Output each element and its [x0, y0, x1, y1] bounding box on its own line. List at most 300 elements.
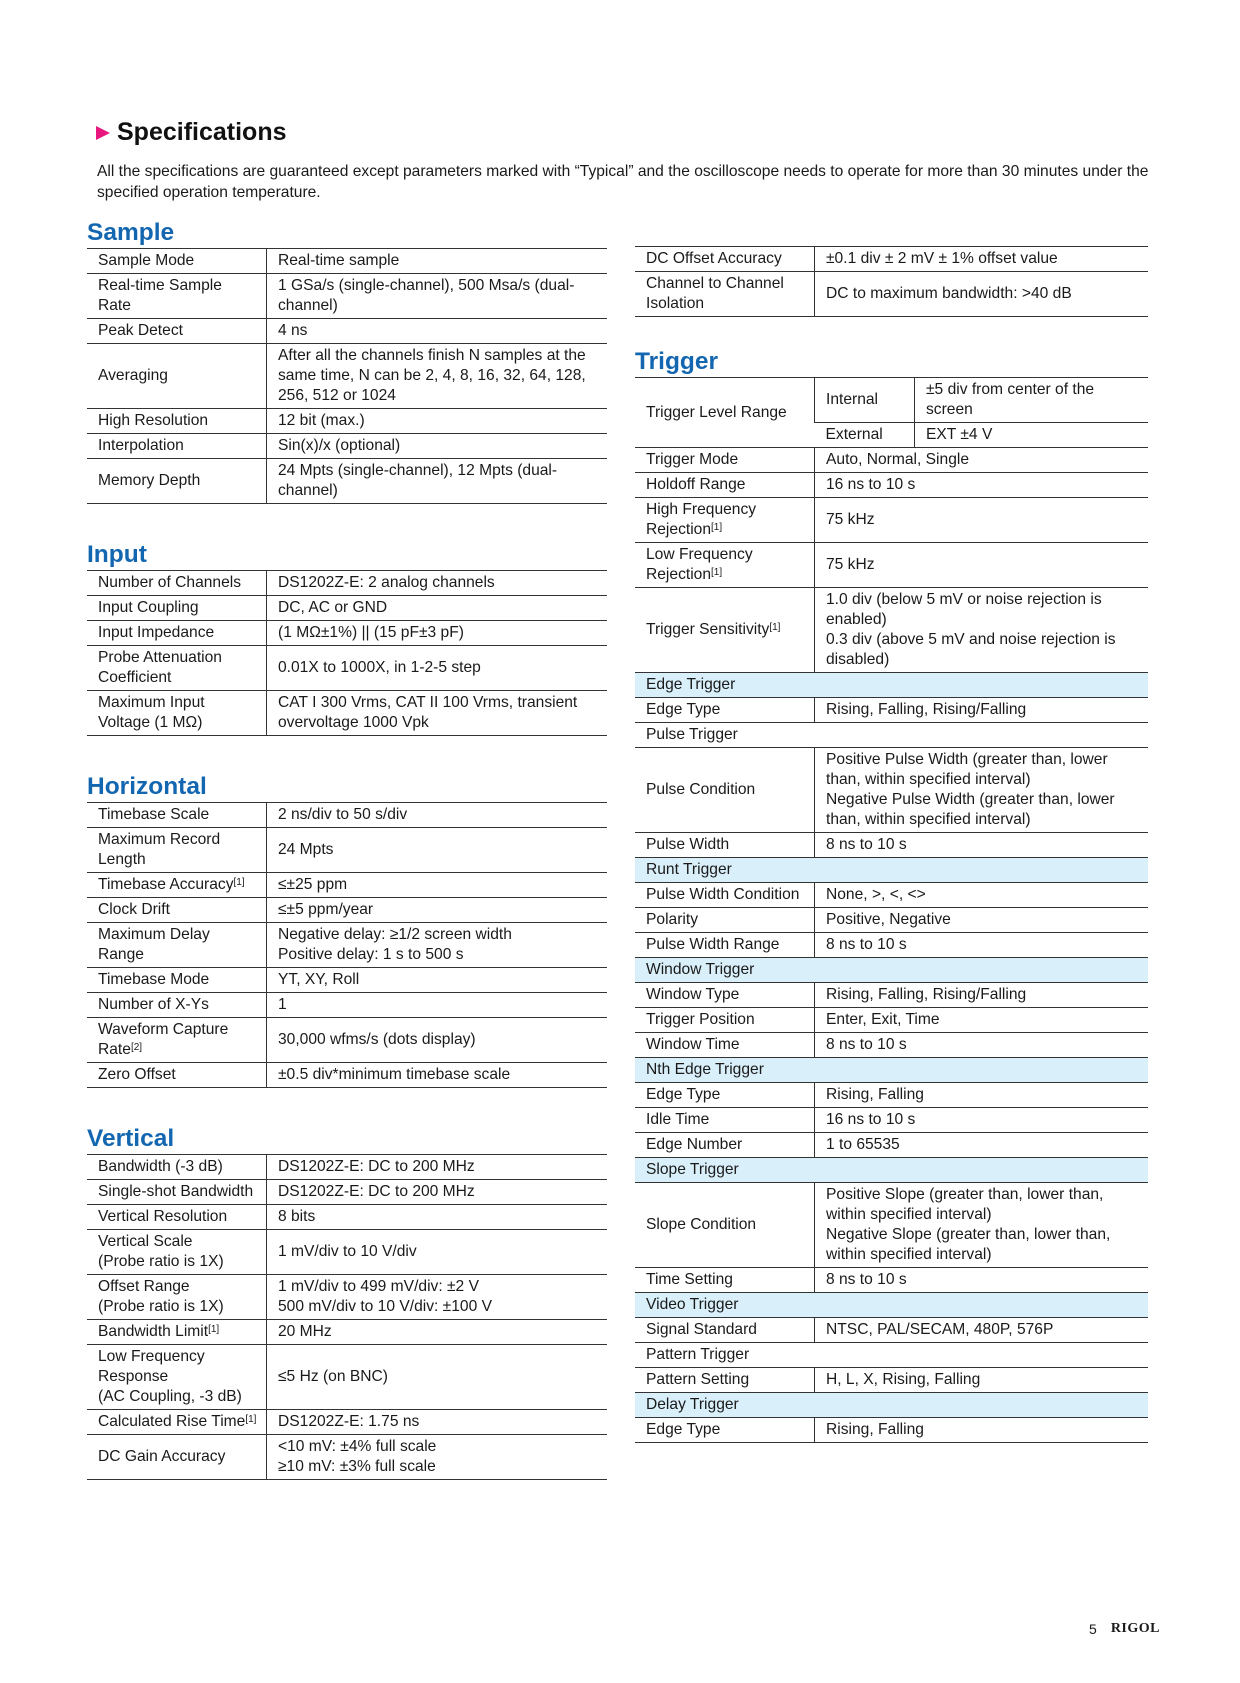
- spec-label: [87, 459, 267, 504]
- category-label: Nth Edge Trigger: [635, 1058, 1148, 1083]
- spec-label-text: Low Frequency Rejection: [646, 546, 753, 583]
- spec-label: [87, 923, 267, 968]
- brand-logo: RIGOL: [1110, 1621, 1160, 1636]
- spec-label-text: Edge Type: [646, 1086, 721, 1103]
- spec-value-text: 1 to 65535: [826, 1136, 900, 1153]
- spec-value-text: (1 MΩ±1%) || (15 pF±3 pF): [278, 624, 464, 641]
- spec-label-text: Trigger Position: [646, 1011, 755, 1028]
- spec-value: [267, 1018, 608, 1063]
- spec-value-text: CAT I 300 Vrms, CAT II 100 Vrms, transient overvoltage 1000 Vpk: [278, 694, 578, 731]
- spec-label: [635, 1033, 815, 1058]
- page-title: [95, 118, 1155, 147]
- category-label: Window Trigger: [635, 958, 1148, 983]
- footnote-ref: [1]: [208, 1324, 220, 1335]
- spec-value: [267, 1435, 608, 1480]
- spec-label-text: Channel to Channel Isolation: [646, 275, 784, 312]
- spec-label-text: Bandwidth Limit: [98, 1323, 209, 1340]
- spec-value: [267, 646, 608, 691]
- spec-value-text: After all the channels finish N samples at the same time, N can be 2, 4, 8, 16, 32, 64, 128, 256, 512 or 1024: [278, 347, 586, 404]
- table-row: [87, 1435, 607, 1480]
- page-footer: [1089, 1621, 1160, 1637]
- spec-value-text: 8 ns to 10 s: [826, 1036, 907, 1053]
- table-row: [635, 933, 1148, 958]
- footnote-ref: [1]: [245, 1414, 257, 1425]
- spec-label-text: Edge Number: [646, 1136, 743, 1153]
- spec-label: [87, 1180, 267, 1205]
- spec-label-text: Pulse Condition: [646, 781, 756, 798]
- category-row: [635, 1293, 1148, 1318]
- table-row: [87, 1018, 607, 1063]
- spec-value: [267, 1205, 608, 1230]
- spec-label-text: Maximum Record Length: [98, 831, 221, 868]
- table-row: [635, 1318, 1148, 1343]
- spec-label: [635, 1008, 815, 1033]
- table-row: [635, 1108, 1148, 1133]
- spec-value: [267, 344, 608, 409]
- table-row: [635, 908, 1148, 933]
- spec-label-text: Sample Mode: [98, 252, 195, 269]
- spec-value: [267, 993, 608, 1018]
- spec-label: [87, 274, 267, 319]
- spec-label: [635, 933, 815, 958]
- spec-label: [635, 247, 815, 272]
- spec-label-text: Window Type: [646, 986, 740, 1003]
- table-row: [635, 588, 1148, 673]
- spec-label-text: Pulse Width Condition: [646, 886, 800, 903]
- spec-value-text: 4 ns: [278, 322, 308, 339]
- left-column: [87, 218, 607, 1480]
- spec-value-text: 24 Mpts (single-channel), 12 Mpts (dual-channel): [278, 462, 558, 499]
- spec-label-text: DC Gain Accuracy: [98, 1448, 226, 1465]
- external-label: External: [815, 423, 915, 448]
- spec-value: [267, 873, 608, 898]
- spec-value: [267, 596, 608, 621]
- spec-label: [635, 588, 815, 673]
- spec-value: [267, 803, 608, 828]
- table-row: [635, 378, 1148, 423]
- footnote-ref: [1]: [769, 622, 781, 633]
- table-row: [635, 1183, 1148, 1268]
- table-row: [87, 873, 607, 898]
- intro-paragraph: All the specifications are guaranteed except parameters marked with “Typical” and the oscilloscope needs to operate for more than 30 minutes under the specified operation temperature.: [97, 163, 1149, 201]
- spec-value-text: H, L, X, Rising, Falling: [826, 1371, 981, 1388]
- spec-label: [635, 698, 815, 723]
- category-label: Pattern Trigger: [635, 1343, 1148, 1368]
- spec-value-text: YT, XY, Roll: [278, 971, 360, 988]
- spec-label-text: Vertical Resolution: [98, 1208, 228, 1225]
- trigger-level-table: [635, 377, 1148, 448]
- spec-label-text: Maximum Input Voltage (1 MΩ): [98, 694, 205, 731]
- table-row: [635, 247, 1148, 272]
- spec-label-text: Number of X-Ys: [98, 996, 209, 1013]
- spec-value: [815, 247, 1149, 272]
- spec-label: [87, 434, 267, 459]
- spec-label-text: Window Time: [646, 1036, 740, 1053]
- spec-label: [635, 883, 815, 908]
- spec-label: [87, 1018, 267, 1063]
- spec-value: [815, 1008, 1149, 1033]
- table-row: [87, 1320, 607, 1345]
- spec-label: [635, 908, 815, 933]
- page-header: [95, 118, 1155, 203]
- spec-label: [87, 1410, 267, 1435]
- spec-label-text: Input Coupling: [98, 599, 199, 616]
- footnote-ref: [1]: [233, 877, 245, 888]
- spec-label-text: Timebase Mode: [98, 971, 210, 988]
- spec-value-text: 30,000 wfms/s (dots display): [278, 1031, 476, 1048]
- spec-label: [635, 1133, 815, 1158]
- section-title-vertical: Vertical: [87, 1125, 175, 1152]
- spec-label: [635, 1368, 815, 1393]
- vertical-continued-table: [635, 246, 1148, 317]
- spec-label-text: Peak Detect: [98, 322, 183, 339]
- table-row: [87, 344, 607, 409]
- category-label: Delay Trigger: [635, 1393, 1148, 1418]
- spec-value-text: 75 kHz: [826, 556, 875, 573]
- triangle-bullet-icon: [95, 125, 111, 141]
- spec-value: [267, 923, 608, 968]
- section-title-sample: Sample: [87, 219, 175, 246]
- spec-value: [815, 1133, 1149, 1158]
- spec-label-text: Calculated Rise Time: [98, 1413, 246, 1430]
- spec-value-text: Real-time sample: [278, 252, 400, 269]
- spec-value-text: NTSC, PAL/SECAM, 480P, 576P: [826, 1321, 1054, 1338]
- spec-label: [635, 498, 815, 543]
- spec-label: [87, 319, 267, 344]
- page-number: 5: [1089, 1621, 1097, 1637]
- spec-label-text: Vertical Scale (Probe ratio is 1X): [98, 1233, 224, 1270]
- spec-value: [267, 319, 608, 344]
- spec-value-text: 12 bit (max.): [278, 412, 365, 429]
- spec-label: [87, 249, 267, 274]
- spec-value: [267, 621, 608, 646]
- spec-value: [267, 571, 608, 596]
- spec-label-text: Edge Type: [646, 701, 721, 718]
- spec-value-text: 0.01X to 1000X, in 1-2-5 step: [278, 659, 481, 676]
- spec-value: [815, 1318, 1149, 1343]
- spec-value-text: DS1202Z-E: DC to 200 MHz: [278, 1158, 475, 1175]
- spec-label-text: Probe Attenuation Coefficient: [98, 649, 222, 686]
- table-row: [635, 883, 1148, 908]
- spec-value-text: 1: [278, 996, 287, 1013]
- table-row: [87, 1155, 607, 1180]
- spec-value: [815, 833, 1149, 858]
- table-row: [87, 1230, 607, 1275]
- spec-value-text: Positive, Negative: [826, 911, 951, 928]
- spec-value-text: 20 MHz: [278, 1323, 332, 1340]
- spec-value-text: 16 ns to 10 s: [826, 476, 916, 493]
- spec-label: [87, 968, 267, 993]
- spec-value-text: 8 ns to 10 s: [826, 936, 907, 953]
- table-row: [87, 1063, 607, 1088]
- table-row: [87, 1180, 607, 1205]
- table-row: [87, 319, 607, 344]
- spec-label-text: Memory Depth: [98, 472, 201, 489]
- spec-label-text: Trigger Sensitivity: [646, 621, 770, 638]
- spec-label: [635, 473, 815, 498]
- spec-value: [267, 691, 608, 736]
- spec-value: [267, 828, 608, 873]
- table-row: [87, 993, 607, 1018]
- table-row: [87, 968, 607, 993]
- spec-value: [815, 473, 1149, 498]
- spec-label-text: Trigger Mode: [646, 451, 739, 468]
- spec-label-text: Low Frequency Response (AC Coupling, -3 dB): [98, 1348, 242, 1405]
- spec-value: [267, 409, 608, 434]
- spec-label-text: Pulse Width: [646, 836, 730, 853]
- sample-table: [87, 248, 607, 504]
- category-label: Slope Trigger: [635, 1158, 1148, 1183]
- spec-label-text: Edge Type: [646, 1421, 721, 1438]
- spec-value-text: 1.0 div (below 5 mV or noise rejection is enabled) 0.3 div (above 5 mV and noise rejection is disabled): [826, 591, 1116, 668]
- spec-value: [815, 448, 1149, 473]
- spec-value-text: ≤±5 ppm/year: [278, 901, 374, 918]
- table-row: [635, 748, 1148, 833]
- spec-label: [635, 1108, 815, 1133]
- spec-label-text: Single-shot Bandwidth: [98, 1183, 254, 1200]
- trigger-table: [635, 447, 1148, 1443]
- spec-value-text: Positive Slope (greater than, lower than, within specified interval) Negative Slope (greater than, lower than, within specified interval): [826, 1186, 1111, 1263]
- spec-value: [267, 1155, 608, 1180]
- internal-value: ±5 div from center of the screen: [915, 378, 1149, 423]
- spec-label-text: High Frequency Rejection: [646, 501, 757, 538]
- spec-label: [87, 646, 267, 691]
- spec-value: [815, 498, 1149, 543]
- spec-label-text: Clock Drift: [98, 901, 170, 918]
- table-row: [87, 459, 607, 504]
- spec-label-text: Pulse Width Range: [646, 936, 780, 953]
- table-row: [635, 833, 1148, 858]
- spec-value: [267, 1180, 608, 1205]
- spec-label-text: Maximum Delay Range: [98, 926, 210, 963]
- table-row: [635, 983, 1148, 1008]
- spec-value: [815, 883, 1149, 908]
- spec-label: [87, 993, 267, 1018]
- spec-value: [815, 748, 1149, 833]
- table-row: [635, 1268, 1148, 1293]
- spec-value-text: 24 Mpts: [278, 841, 334, 858]
- spec-value: [267, 1345, 608, 1410]
- spec-value-text: 1 mV/div to 10 V/div: [278, 1243, 417, 1260]
- table-row: [635, 1008, 1148, 1033]
- spec-label-text: Polarity: [646, 911, 698, 928]
- spec-value-text: 2 ns/div to 50 s/div: [278, 806, 408, 823]
- spec-label: [635, 272, 815, 317]
- table-row: [635, 1133, 1148, 1158]
- category-label: Pulse Trigger: [635, 723, 1148, 748]
- spec-label-text: Interpolation: [98, 437, 184, 454]
- spec-label: [635, 983, 815, 1008]
- spec-value-text: Positive Pulse Width (greater than, lower than, within specified interval) Negative Pulse Width (greater than, lower than, within specified interval): [826, 751, 1115, 828]
- spec-value-text: ≤5 Hz (on BNC): [278, 1368, 388, 1385]
- spec-value-text: 75 kHz: [826, 511, 875, 528]
- section-title-horizontal: Horizontal: [87, 773, 207, 800]
- table-row: [635, 498, 1148, 543]
- spec-label-text: Number of Channels: [98, 574, 242, 591]
- spec-value: [815, 1033, 1149, 1058]
- spec-value: [267, 434, 608, 459]
- category-row: [635, 673, 1148, 698]
- spec-value: [815, 272, 1149, 317]
- spec-value: [267, 1275, 608, 1320]
- spec-label-text: Timebase Scale: [98, 806, 210, 823]
- category-label: Edge Trigger: [635, 673, 1148, 698]
- spec-value-text: Enter, Exit, Time: [826, 1011, 940, 1028]
- vertical-table: [87, 1154, 607, 1480]
- spec-label: [87, 409, 267, 434]
- table-row: [635, 1368, 1148, 1393]
- table-row: [87, 803, 607, 828]
- spec-value-text: Sin(x)/x (optional): [278, 437, 401, 454]
- spec-value-text: ±0.1 div ± 2 mV ± 1% offset value: [826, 250, 1058, 267]
- spec-label-text: DC Offset Accuracy: [646, 250, 782, 267]
- table-row: [635, 698, 1148, 723]
- table-row: [87, 691, 607, 736]
- spec-value-text: Auto, Normal, Single: [826, 451, 970, 468]
- spec-value: [267, 274, 608, 319]
- spec-label: [87, 571, 267, 596]
- table-row: [635, 1083, 1148, 1108]
- spec-value-text: 1 mV/div to 499 mV/div: ±2 V 500 mV/div to 10 V/div: ±100 V: [278, 1278, 492, 1315]
- spec-value: [815, 1368, 1149, 1393]
- spec-label: [87, 1320, 267, 1345]
- spec-label-text: Pattern Setting: [646, 1371, 750, 1388]
- spec-label: [87, 596, 267, 621]
- subheading-row: [635, 723, 1148, 748]
- table-row: [87, 1410, 607, 1435]
- spec-label-text: Holdoff Range: [646, 476, 746, 493]
- table-row: [87, 1205, 607, 1230]
- spec-label: [87, 691, 267, 736]
- spec-label-text: Input Impedance: [98, 624, 215, 641]
- spec-value-text: Rising, Falling, Rising/Falling: [826, 701, 1027, 718]
- spec-value-text: DS1202Z-E: DC to 200 MHz: [278, 1183, 475, 1200]
- table-row: [87, 828, 607, 873]
- category-label: Video Trigger: [635, 1293, 1148, 1318]
- table-row: [635, 473, 1148, 498]
- table-row: [87, 274, 607, 319]
- spec-value: [267, 459, 608, 504]
- spec-label-text: Waveform Capture Rate: [98, 1021, 229, 1058]
- table-row: [87, 1345, 607, 1410]
- subheading-row: [635, 1343, 1148, 1368]
- spec-label: [635, 1083, 815, 1108]
- footnote-ref: [1]: [711, 567, 723, 578]
- table-row: [87, 596, 607, 621]
- spec-value: [267, 1320, 608, 1345]
- spec-value: [815, 933, 1149, 958]
- spec-value-text: DS1202Z-E: 2 analog channels: [278, 574, 495, 591]
- spec-value: [815, 1083, 1149, 1108]
- table-row: [87, 571, 607, 596]
- spec-value-text: None, >, <, <>: [826, 886, 926, 903]
- spec-label: [635, 1268, 815, 1293]
- spec-label: [635, 543, 815, 588]
- spec-value: [267, 1063, 608, 1088]
- spec-label: [87, 1205, 267, 1230]
- page-title-text: Specifications: [117, 118, 287, 146]
- category-label: Runt Trigger: [635, 858, 1148, 883]
- spec-label: [87, 1435, 267, 1480]
- table-row: [635, 272, 1148, 317]
- spec-label: [635, 448, 815, 473]
- table-row: [87, 249, 607, 274]
- spec-label: [87, 1155, 267, 1180]
- section-title-input: Input: [87, 541, 147, 568]
- horizontal-table: [87, 802, 607, 1088]
- spec-label-text: Averaging: [98, 367, 168, 384]
- spec-label-text: Real-time Sample Rate: [98, 277, 222, 314]
- category-row: [635, 1393, 1148, 1418]
- spec-value-text: Rising, Falling: [826, 1086, 924, 1103]
- table-row: [635, 543, 1148, 588]
- table-row: [635, 1033, 1148, 1058]
- spec-value-text: ≤±25 ppm: [278, 876, 348, 893]
- internal-label: Internal: [815, 378, 915, 423]
- spec-label: [87, 1063, 267, 1088]
- spec-value-text: Rising, Falling: [826, 1421, 924, 1438]
- table-row: [87, 409, 607, 434]
- spec-label-text: Timebase Accuracy: [98, 876, 234, 893]
- table-row: [87, 434, 607, 459]
- right-column: [635, 246, 1148, 1443]
- spec-value: [267, 1230, 608, 1275]
- spec-value-text: Negative delay: ≥1/2 screen width Positive delay: 1 s to 500 s: [278, 926, 512, 963]
- category-row: [635, 1058, 1148, 1083]
- spec-label: [635, 1183, 815, 1268]
- spec-label-text: Offset Range (Probe ratio is 1X): [98, 1278, 224, 1315]
- spec-label-text: Bandwidth (-3 dB): [98, 1158, 223, 1175]
- spec-label: [635, 833, 815, 858]
- category-row: [635, 958, 1148, 983]
- spec-label: [87, 621, 267, 646]
- spec-value-text: Rising, Falling, Rising/Falling: [826, 986, 1027, 1003]
- category-row: [635, 1158, 1148, 1183]
- table-row: [87, 923, 607, 968]
- spec-label: [87, 1345, 267, 1410]
- spec-value: [815, 1108, 1149, 1133]
- spec-label: [87, 803, 267, 828]
- spec-value-text: 1 GSa/s (single-channel), 500 Msa/s (dual-channel): [278, 277, 575, 314]
- spec-value: [815, 1418, 1149, 1443]
- spec-label: [87, 873, 267, 898]
- spec-value-text: 16 ns to 10 s: [826, 1111, 916, 1128]
- trigger-level-label: Trigger Level Range: [635, 378, 815, 448]
- spec-value-text: 8 ns to 10 s: [826, 1271, 907, 1288]
- spec-value: [815, 983, 1149, 1008]
- spec-label-text: Idle Time: [646, 1111, 710, 1128]
- table-row: [87, 898, 607, 923]
- spec-value: [815, 698, 1149, 723]
- spec-value: [815, 908, 1149, 933]
- footnote-ref: [2]: [130, 1042, 143, 1053]
- table-row: [635, 1418, 1148, 1443]
- table-row: [87, 1275, 607, 1320]
- spec-value: [267, 249, 608, 274]
- spec-label: [87, 1275, 267, 1320]
- spec-label: [635, 748, 815, 833]
- spec-value: [815, 1183, 1149, 1268]
- spec-label-text: Zero Offset: [98, 1066, 176, 1083]
- spec-value: [267, 968, 608, 993]
- table-row: [635, 448, 1148, 473]
- spec-value-text: DC, AC or GND: [278, 599, 388, 616]
- spec-value-text: ±0.5 div*minimum timebase scale: [278, 1066, 511, 1083]
- spec-value: [815, 588, 1149, 673]
- external-value: EXT ±4 V: [915, 423, 1149, 448]
- spec-label-text: High Resolution: [98, 412, 209, 429]
- spec-label: [87, 828, 267, 873]
